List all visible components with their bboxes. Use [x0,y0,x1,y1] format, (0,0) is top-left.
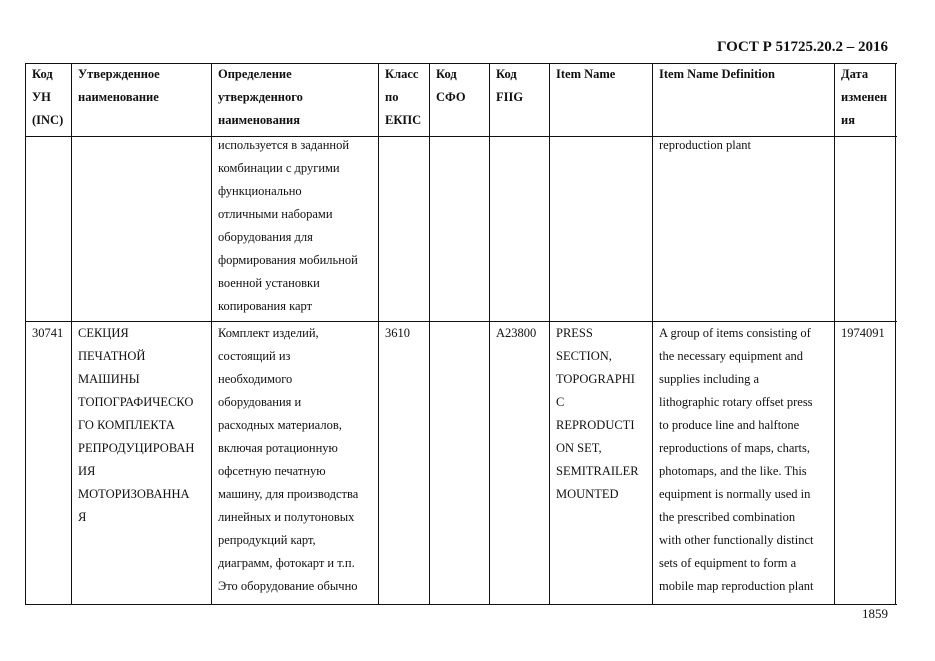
row-item-name-definition: A group of items consisting of the necessary equipment and supplies including a lithographic rotary offset press to produce line and halftone reproductions of maps, charts, photomaps, and the like. This equipment is normally used in the prescribed combination with other functionally distinct sets of equipment to form a mobile map reproduction plant [659,326,814,593]
header-separator [25,136,897,137]
table-border-bottom [25,604,897,605]
column-border [895,63,896,605]
header-item-name: Item Name [556,67,616,81]
page-number: 1859 [862,606,888,621]
column-border [652,63,653,605]
header-class-ekps: Класс по ЕКПС [385,67,422,127]
row-inc: 30741 [32,326,64,340]
column-border [25,63,26,605]
column-border [71,63,72,605]
column-border [429,63,430,605]
row-item-name: PRESS SECTION, TOPOGRAPHI C REPRODUCTI ON SET, SEMITRAILER MOUNTED [556,326,639,501]
column-border [549,63,550,605]
column-border [489,63,490,605]
data-table [25,63,897,605]
header-change-date: Дата изменен ия [841,67,888,127]
column-border [378,63,379,605]
row-continuation-item-name-definition: reproduction plant [659,138,751,152]
row-approved-name: СЕКЦИЯ ПЕЧАТНОЙ МАШИНЫ ТОПОГРАФИЧЕСКО ГО КОМПЛЕКТА РЕПРОДУЦИРОВАН ИЯ МОТОРИЗОВАННА Я [78,326,195,524]
header-item-name-definition: Item Name Definition [659,67,775,81]
column-border [834,63,835,605]
header-code-fiig: Код FIIG [496,67,524,104]
row-class-ekps: 3610 [385,326,410,340]
row-definition: Комплект изделий, состоящий из необходимого оборудования и расходных материалов, включая ротационную офсетную печатную машину, для производства линейных и полутоновых репродукций карт, диаграмм, фотокарт и т.п. Это оборудование обычно [218,326,359,593]
header-approved-name: Утвержденное наименование [78,67,160,104]
row-code-fiig: A23800 [496,326,537,340]
row-change-date: 1974091 [841,326,885,340]
row-continuation-definition: используется в заданной комбинации с другими функционально отличными наборами оборудования для формирования мобильной военной установки копирования карт [218,138,358,313]
header-inc: Код УН (INC) [32,67,64,127]
header-definition: Определение утвержденного наименования [218,67,303,127]
document-header: ГОСТ Р 51725.20.2 – 2016 [716,39,888,55]
header-code-sfo: Код СФО [436,67,466,104]
column-border [211,63,212,605]
